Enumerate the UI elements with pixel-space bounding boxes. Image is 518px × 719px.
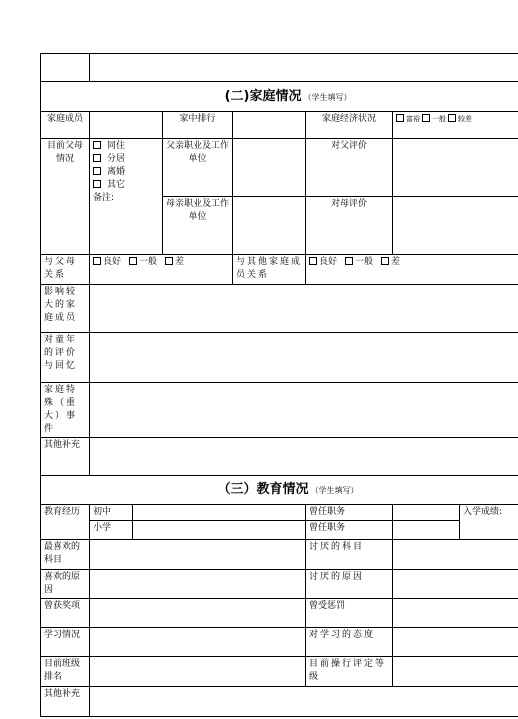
checkbox-icon xyxy=(422,114,430,122)
disliked-subject-label: 讨厌的科目 xyxy=(306,540,393,570)
education-section-title xyxy=(41,476,518,505)
influential-member-label: 影响较大的家庭成员 xyxy=(41,285,90,333)
father-eval-label: 对父评价 xyxy=(306,139,393,197)
rank-label: 家中排行 xyxy=(163,112,233,139)
relation-option-3[interactable] xyxy=(165,256,184,269)
family-members-label: 家庭成员 xyxy=(41,112,90,139)
father-eval-field[interactable] xyxy=(393,139,518,197)
other-relation-options xyxy=(306,255,518,285)
disliked-reason-label: 讨厌的原因 xyxy=(306,570,393,599)
relation-option-1[interactable] xyxy=(93,256,121,269)
family-title-text: (二)家庭情况 xyxy=(224,88,302,104)
blank-cell-right[interactable] xyxy=(90,54,518,82)
junior-label: 初中 xyxy=(90,505,133,521)
education-title-text: （三）教育情况 xyxy=(217,482,309,497)
economy-option-label: 一般 xyxy=(432,115,446,123)
primary-school-field[interactable] xyxy=(133,521,306,540)
status-option-label: 其它 xyxy=(107,180,126,190)
favorite-reason-field[interactable] xyxy=(90,570,306,599)
status-option-3[interactable] xyxy=(93,166,159,179)
entrance-score-label[interactable]: 入学成绩: xyxy=(460,505,518,540)
checkbox-icon xyxy=(129,257,137,265)
status-option-1[interactable] xyxy=(93,140,159,153)
influential-member-field[interactable] xyxy=(90,285,518,333)
status-option-4[interactable] xyxy=(93,179,159,192)
study-attitude-field[interactable] xyxy=(393,628,518,657)
parents-status-label xyxy=(41,139,90,255)
remark-label: 备注: xyxy=(93,193,115,203)
study-status-field[interactable] xyxy=(90,628,306,657)
checkbox-icon xyxy=(345,257,353,265)
education-other-field[interactable] xyxy=(90,687,518,717)
punishment-label: 曾受惩罚 xyxy=(306,599,393,628)
disliked-subject-field[interactable] xyxy=(393,540,518,570)
economy-option-1[interactable] xyxy=(396,113,420,126)
father-job-label: 父亲职业及工作单位 xyxy=(163,139,233,197)
economy-option-2[interactable] xyxy=(422,113,446,126)
checkbox-icon xyxy=(93,141,101,149)
checkbox-icon xyxy=(396,114,404,122)
student-info-form xyxy=(40,53,518,717)
family-section-title xyxy=(41,82,518,112)
primary-position-label: 曾任职务 xyxy=(306,521,393,540)
disliked-reason-field[interactable] xyxy=(393,570,518,599)
class-rank-label: 目前班级排名 xyxy=(41,657,90,687)
favorite-subject-label: 最喜欢的科目 xyxy=(41,540,90,570)
status-option-label: 分居 xyxy=(107,154,126,164)
mother-job-field[interactable] xyxy=(233,197,306,255)
status-option-2[interactable] xyxy=(93,153,159,166)
parents-status-text: 目前父母情况 xyxy=(46,141,83,164)
parent-relation-label: 与父母关系 xyxy=(41,255,90,285)
primary-label: 小学 xyxy=(90,521,133,540)
conduct-grade-field[interactable] xyxy=(393,657,518,687)
education-history-label: 教育经历 xyxy=(41,505,90,540)
class-rank-field[interactable] xyxy=(90,657,306,687)
status-option-label: 同住 xyxy=(107,141,126,151)
checkbox-icon xyxy=(165,257,173,265)
blank-cell-left xyxy=(41,54,90,82)
education-subtitle: （学生填写） xyxy=(310,486,359,495)
special-events-field[interactable] xyxy=(90,383,518,438)
family-other-label: 其他补充 xyxy=(41,438,90,476)
checkbox-icon xyxy=(448,114,456,122)
family-subtitle: （学生填写） xyxy=(303,92,352,102)
mother-job-label: 母亲职业及工作单位 xyxy=(163,197,233,255)
relation-option-label: 一般 xyxy=(139,257,158,267)
family-other-field[interactable] xyxy=(90,438,518,476)
checkbox-icon xyxy=(309,257,317,265)
economy-option-3[interactable] xyxy=(448,113,472,126)
other-relation-label: 与其他家庭成员关系 xyxy=(233,255,306,285)
other-relation-option-3[interactable] xyxy=(381,256,400,269)
relation-option-label: 良好 xyxy=(319,257,338,267)
childhood-label: 对童年的评价与回忆 xyxy=(41,333,90,383)
rank-field[interactable] xyxy=(233,112,306,139)
checkbox-icon xyxy=(93,180,101,188)
favorite-subject-field[interactable] xyxy=(90,540,306,570)
education-other-label: 其他补充 xyxy=(41,687,90,717)
economy-options xyxy=(393,112,518,139)
awards-label: 曾获奖项 xyxy=(41,599,90,628)
parents-status-options xyxy=(90,139,163,255)
relation-option-label: 一般 xyxy=(355,257,374,267)
checkbox-icon xyxy=(93,167,101,175)
other-relation-option-1[interactable] xyxy=(309,256,337,269)
favorite-reason-label: 喜欢的原因 xyxy=(41,570,90,599)
childhood-field[interactable] xyxy=(90,333,518,383)
economy-option-label: 富裕 xyxy=(406,115,420,123)
junior-position-field[interactable] xyxy=(393,505,460,521)
status-option-label: 离婚 xyxy=(107,167,126,177)
father-job-field[interactable] xyxy=(233,139,306,197)
family-members-field[interactable] xyxy=(90,112,163,139)
economy-option-label: 较差 xyxy=(458,115,472,123)
mother-eval-field[interactable] xyxy=(393,197,518,255)
checkbox-icon xyxy=(93,257,101,265)
junior-position-label: 曾任职务 xyxy=(306,505,393,521)
junior-school-field[interactable] xyxy=(133,505,306,521)
relation-option-2[interactable] xyxy=(129,256,157,269)
punishment-field[interactable] xyxy=(393,599,518,628)
mother-eval-label: 对母评价 xyxy=(306,197,393,255)
relation-option-label: 差 xyxy=(391,257,401,267)
conduct-grade-label: 目前操行评定等级 xyxy=(306,657,393,687)
economy-label: 家庭经济状况 xyxy=(306,112,393,139)
relation-option-label: 良好 xyxy=(103,257,122,267)
primary-position-field[interactable] xyxy=(393,521,460,540)
study-status-label: 学习情况 xyxy=(41,628,90,657)
special-events-label: 家庭特殊（重大）事件 xyxy=(41,383,90,438)
awards-field[interactable] xyxy=(90,599,306,628)
relation-option-label: 差 xyxy=(175,257,185,267)
checkbox-icon xyxy=(381,257,389,265)
study-attitude-label: 对学习的态度 xyxy=(306,628,393,657)
parent-relation-options xyxy=(90,255,233,285)
other-relation-option-2[interactable] xyxy=(345,256,373,269)
checkbox-icon xyxy=(93,154,101,162)
